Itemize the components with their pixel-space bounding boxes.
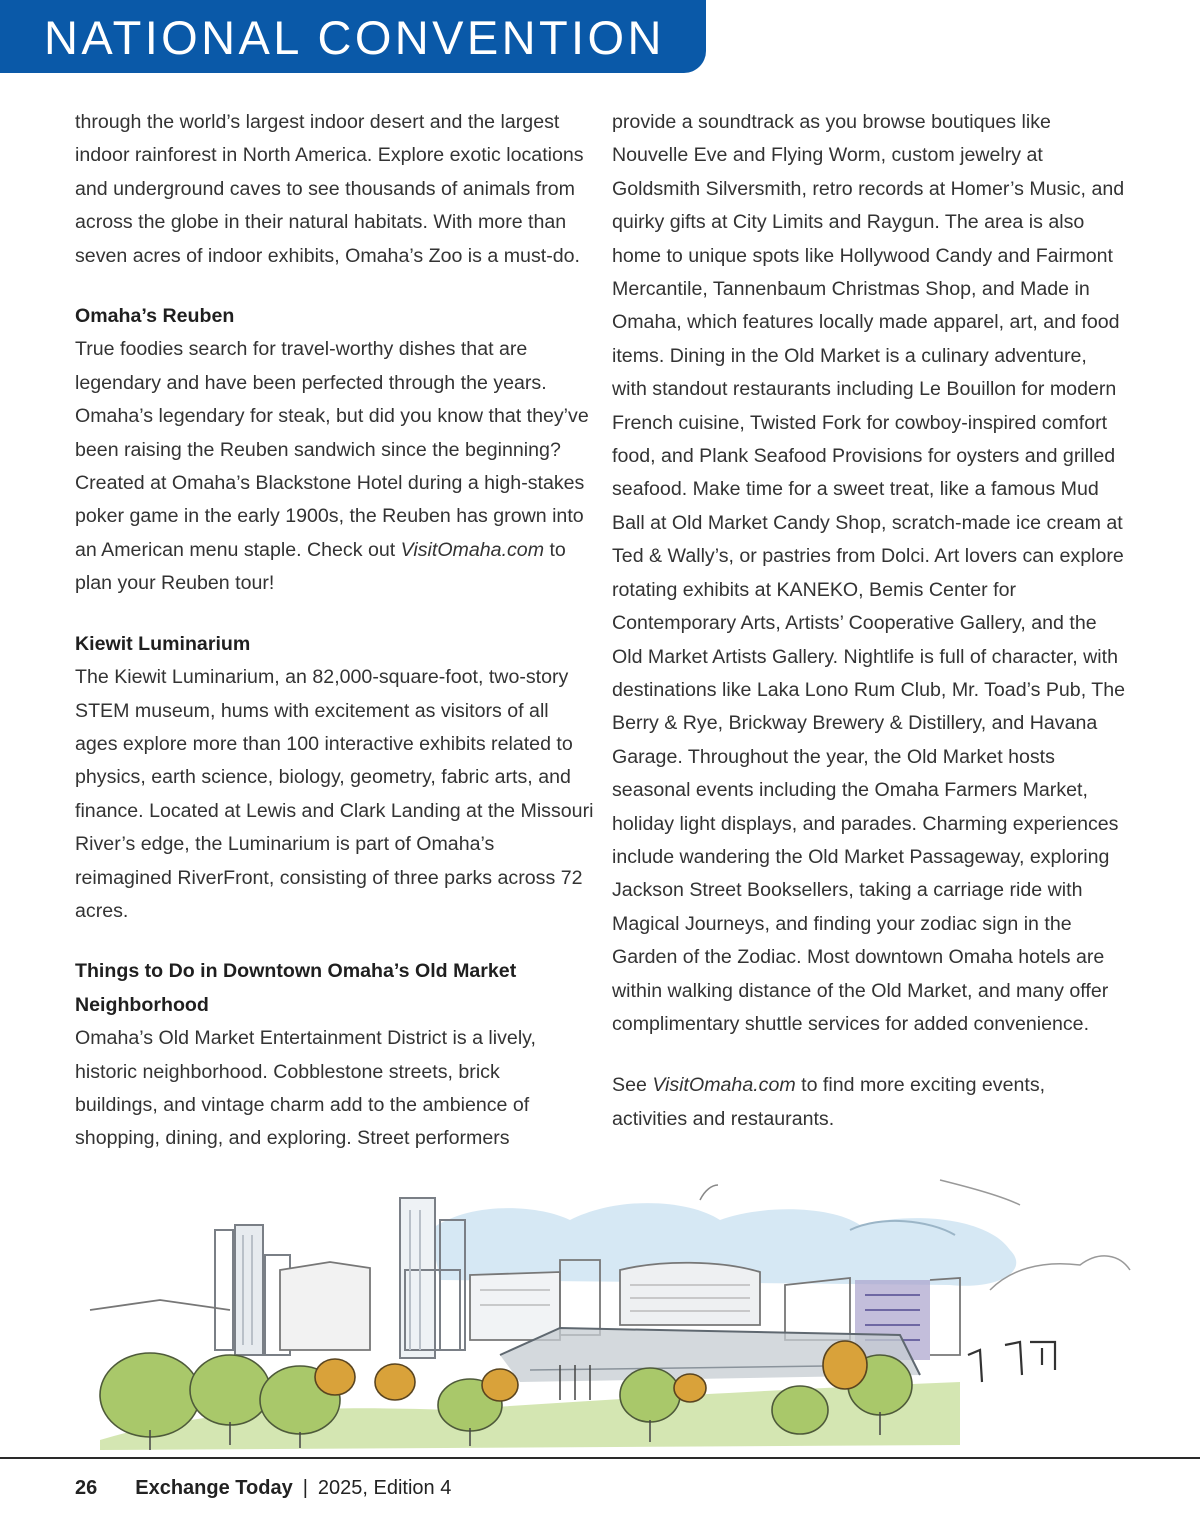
old-market-paragraph: Omaha’s Old Market Entertainment District is a lively, historic neighborhood. Cobblestone streets, brick buildings, and vintage charm add to the ambience of shopping, dining, and exploring. Street performers (75, 1027, 536, 1150)
old-market-heading: Things to Do in Downtown Omaha’s Old Market Neighborhood (75, 960, 517, 1016)
reuben-heading: Omaha’s Reuben (75, 305, 235, 328)
right-column (612, 106, 1132, 1136)
footer-separator: | (302, 1477, 308, 1499)
section-title: NATIONAL CONVENTION (44, 11, 665, 64)
footer-rule (0, 1457, 1200, 1459)
page-number: 26 (75, 1477, 98, 1499)
visitomaha-closing-link: VisitOmaha.com (652, 1074, 796, 1097)
omaha-skyline-illustration (0, 1160, 1200, 1460)
old-market-continued-paragraph: provide a soundtrack as you browse boutiques like Nouvelle Eve and Flying Worm, custom jewelry at Goldsmith Silversmith, retro records at Homer’s Music, and quirky gifts at City Limits and Raygun. The area is also home to unique spots like Hollywood Candy and Fairmont Mercantile, Tannenbaum Christmas Shop, and Made in Omaha, which features locally made apparel, art, and food items. Dining in the Old Market is a culinary adventure, with standout restaurants including Le Bouillon for modern French cuisine, Twisted Fork for cowboy-inspired comfort food, and Plank Seafood Provisions for oysters and grilled seafood. Make time for a sweet treat, like a famous Mud Ball at Old Market Candy Shop, scratch-made ice cream at Ted & Wally’s, or pastries from Dolci. Art lovers can explore rotating exhibits at KANEKO, Bemis Center for Contemporary Arts, Artists’ Cooperative Gallery, and the Old Market Artists Gallery. Nightlife is full of character, with destinations like Laka Lono Rum Club, Mr. Toad’s Pub, The Berry & Rye, Brickway Brewery & Distillery, and Havana Garage. Throughout the year, the Old Market hosts seasonal events including the Omaha Farmers Market, holiday light displays, and parades. Charming experiences include wandering the Old Market Passageway, exploring Jackson Street Booksellers, taking a carriage ride with Magical Journeys, and finding your zodiac sign in the Garden of the Zodiac. Most downtown Omaha hotels are within walking distance of the Old Market, and many offer complimentary shuttle services for added convenience. (612, 111, 1126, 1035)
luminarium-heading: Kiewit Luminarium (75, 632, 251, 655)
closing-paragraph: See VisitOmaha.com to find more exciting events, activities and restaurants. (612, 1074, 1046, 1130)
left-column (75, 106, 595, 1156)
page-footer (75, 1474, 451, 1502)
section-banner (0, 0, 706, 73)
luminarium-paragraph: The Kiewit Luminarium, an 82,000-square-foot, two-story STEM museum, hums with excitement as visitors of all ages explore more than 100 interactive exhibits related to physics, earth science, biology, geometry, fabric arts, and finance. Located at Lewis and Clark Landing at the Missouri River’s edge, the Luminarium is part of Omaha’s reimagined RiverFront, consisting of three parks across 72 acres. (75, 666, 594, 922)
zoo-paragraph: through the world’s largest indoor desert and the largest indoor rainforest in North America. Explore exotic locations and underground caves to see thousands of animals from across the globe in their natural habitats. With more than seven acres of indoor exhibits, Omaha’s Zoo is a must-do. (75, 111, 584, 267)
reuben-paragraph: True foodies search for travel-worthy dishes that are legendary and have been perfected through the years. Omaha’s legendary for steak, but did you know that they’ve been raising the Reuben sandwich since the beginning? Created at Omaha’s Blackstone Hotel during a high-stakes poker game in the early 1900s, the Reuben has grown into an American menu staple. Check out VisitOmaha.com to plan your Reuben tour! (75, 338, 589, 595)
visitomaha-link: VisitOmaha.com (400, 538, 545, 561)
publication-name: Exchange Today (135, 1477, 293, 1499)
edition-label: 2025, Edition 4 (317, 1477, 452, 1499)
